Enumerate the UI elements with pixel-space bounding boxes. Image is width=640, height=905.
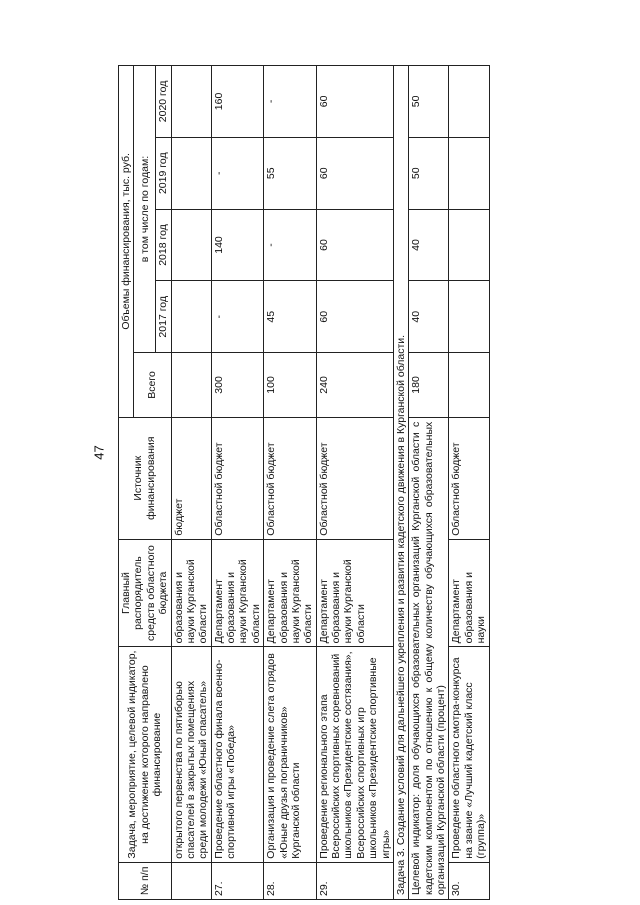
row-2017-empty <box>449 281 489 353</box>
task-3-row <box>393 66 408 900</box>
indicator-text: Целевой индикатор: доля обучающихся образовательных организаций Курганской области с кадетским компонентом по отношению к общему количеству обучающихся образовательных организаций Курганской области (процент) <box>409 417 449 899</box>
row-no: 29. <box>316 862 393 899</box>
indicator-row <box>409 66 449 900</box>
row-no <box>171 862 211 899</box>
row-total: 300 <box>211 353 264 418</box>
row-2018: 60 <box>316 209 393 281</box>
row-source: бюджет <box>171 417 211 539</box>
header-total: Всего <box>134 353 171 418</box>
indicator-2019: 50 <box>409 137 449 209</box>
row-distributor: Департамент образования и науки Курганской области <box>316 539 393 647</box>
header-2019: 2019 год <box>156 137 171 209</box>
row-source: Областной бюджет <box>449 417 489 539</box>
header-2020: 2020 год <box>156 66 171 138</box>
row-2017 <box>171 281 211 353</box>
header-task: Задача, мероприятие, целевой индикатор, на достижение которого направлено финансирование <box>119 647 172 862</box>
table-row <box>264 66 317 900</box>
row-2019: 55 <box>264 137 317 209</box>
row-2019 <box>171 137 211 209</box>
task-3-text: Задача 3. Создание условий для дальнейшего укрепления и развития кадетского движения в Курганской области. <box>393 66 408 900</box>
row-no: 30. <box>449 862 489 899</box>
header-distributor: Главный распорядитель средств областного бюджета <box>119 539 172 647</box>
rotated-table-container <box>118 5 623 900</box>
row-2020: 160 <box>211 66 264 138</box>
row-task: открытого первенства по пятиборью спасателей в закрытых помещениях среди молодежи «Юный спасатель» <box>171 647 211 862</box>
row-total <box>171 353 211 418</box>
row-2018: - <box>264 209 317 281</box>
row-task: Организация и проведение слета отрядов «Юные друзья пограничников» Курганской области <box>264 647 317 862</box>
header-funding: Объемы финансирования, тыс. руб. <box>119 66 134 418</box>
row-2019: - <box>211 137 264 209</box>
row-source: Областной бюджет <box>316 417 393 539</box>
header-2018: 2018 год <box>156 209 171 281</box>
row-total: 100 <box>264 353 317 418</box>
row-2020 <box>171 66 211 138</box>
table-row <box>449 66 489 900</box>
row-distributor: Департамент образования и науки Курганской области <box>264 539 317 647</box>
indicator-2020: 50 <box>409 66 449 138</box>
table-row <box>211 66 264 900</box>
row-2020: 60 <box>316 66 393 138</box>
row-task: Проведение областного смотра-конкурса на звание «Лучший кадетский класс (группа)» <box>449 647 489 862</box>
indicator-2018: 40 <box>409 209 449 281</box>
header-2017: 2017 год <box>156 281 171 353</box>
row-2020: - <box>264 66 317 138</box>
indicator-2017: 40 <box>409 281 449 353</box>
row-distributor: Департамент образования и науки <box>449 539 489 647</box>
table-row <box>316 66 393 900</box>
row-2020-empty <box>449 66 489 138</box>
row-source: Областной бюджет <box>211 417 264 539</box>
row-total: 240 <box>316 353 393 418</box>
header-by-years: в том числе по годам: <box>134 66 156 353</box>
row-2018-empty <box>449 209 489 281</box>
row-2018: 140 <box>211 209 264 281</box>
row-2017: 45 <box>264 281 317 353</box>
header-source: Источник финансирования <box>119 417 172 539</box>
page-number: 47 <box>91 445 107 460</box>
financing-table <box>118 65 490 900</box>
row-no: 28. <box>264 862 317 899</box>
row-2019: 60 <box>316 137 393 209</box>
row-no: 27. <box>211 862 264 899</box>
row-distributor: образования и науки Курганской области <box>171 539 211 647</box>
table-row <box>171 66 211 900</box>
header-no: № п/п <box>119 862 172 899</box>
row-2017: 60 <box>316 281 393 353</box>
row-2018 <box>171 209 211 281</box>
row-2017: - <box>211 281 264 353</box>
row-distributor: Департамент образования и науки Курганской области <box>211 539 264 647</box>
indicator-total: 180 <box>409 353 449 418</box>
row-total-empty <box>449 353 489 418</box>
row-source: Областной бюджет <box>264 417 317 539</box>
row-task: Проведение регионального этапа Всероссийских спортивных соревнований школьников «Президентские состязания», Всероссийских спортивных игр школьников «Президентские спортивные игры» <box>316 647 393 862</box>
row-task: Проведение областного финала военно-спортивной игры «Победа» <box>211 647 264 862</box>
row-2019-empty <box>449 137 489 209</box>
